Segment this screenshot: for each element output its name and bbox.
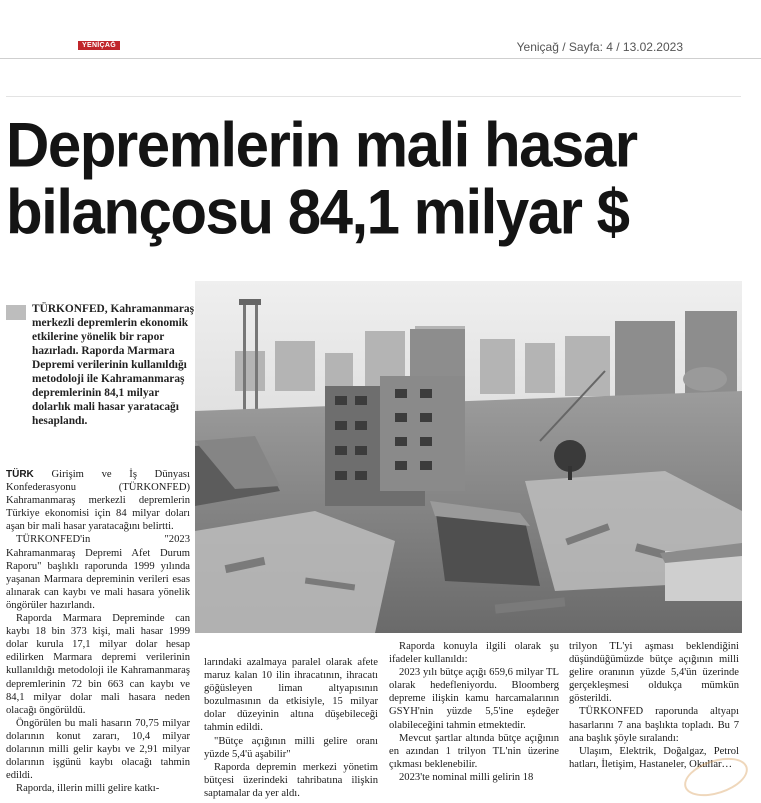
column1-paragraph-5: Raporda, illerin milli gelire katkı- [16, 783, 160, 795]
drop-cap-word: TÜRK [6, 469, 34, 480]
column1-paragraph-1-text: Girişim ve İş Dünyası Konfederasyonu (TÜRKONFED) Kahramanmaraş merkezli depremlerin Türkiye ekonomisi için 84 milyar doları aşan bir mali hasar yaratacağını belirtti. [6, 469, 190, 533]
column3-paragraph-3: Mevcut şartlar altında bütçe açığının en azından 1 trilyon TL'nin üzerine çıkması beklenebilir. [389, 732, 559, 770]
headline-line-2: bilançosu 84,1 milyar $ [6, 177, 629, 248]
column2-paragraph-3: Raporda depremin merkezi yönetim bütçesi üzerindeki tahribatına ilişkin saptamalar da yer aldı. [204, 761, 378, 799]
column1-paragraph-2: TÜRKONFED'in "2023 Kahramanmaraş Depremi Afet Durum Raporu" başlıklı raporunda 1999 yılında yaşanan Marmara depreminin verileri esas alınarak can kaybı ve mali hasara yönelik öngörüler hazırlandı. [6, 534, 190, 611]
column4-paragraph-3: Ulaşım, Elektrik, Doğalgaz, Petrol hatları, İletişim, Hastaneler, Okullar… [569, 745, 739, 770]
article-column-2 [204, 656, 378, 800]
lead-marker [6, 305, 26, 320]
earthquake-damage-photo [195, 281, 742, 633]
column1-paragraph-3: Raporda Marmara Depreminde can kaybı 18 bin 373 kişi, mali hasar 1999 dolar kurula 17,1 milyar dolar hesap edilirken Marmara depremi verilerinin kullanıldığı metodoloji ile Kahramanmaraş depremlerinin 72 bin 663 can kaybı ve 84,1 milyar dolar mali hasara neden olacağı öngörüldü. [6, 613, 190, 716]
article-headline [6, 110, 758, 248]
photo-illustration [195, 281, 742, 633]
column1-paragraph-4: Öngörülen bu mali hasarın 70,75 milyar dolarının konut zararı, 10,4 milyar dolarının milli gelir kaybı ve 2,91 milyar dolarının işgünü kaybı olacağı tahmin edildi. [6, 717, 190, 782]
column3-paragraph-4: 2023'te nominal milli gelirin 18 [399, 771, 534, 783]
section-divider [6, 96, 741, 97]
article-column-4 [569, 640, 739, 771]
column1-paragraph-1 [6, 468, 190, 533]
column4-paragraph-2: TÜRKONFED raporunda altyapı hasarlarını 7 ana başlıkta topladı. Bu 7 ana başlık şöyle sıralandı: [569, 706, 739, 744]
column2-subheading: "Bütçe açığının milli gelire oranı yüzde 5,4'ü aşabilir" [204, 735, 378, 760]
column3-paragraph-2: 2023 yılı bütçe açığı 659,6 milyar TL olarak hedefleniyordu. Bloomberg depreme ilişkin kamu harcamalarının GSYH'nin yüzde 5,5'ine eşdeğer olabileceğini tahmin etmektedir. [389, 667, 559, 731]
column4-paragraph-1: trilyon TL'yi aşması beklendiğini düşündüğümüzde bütçe açığının milli gelire oranının yüzde 5,4'ün üzerinde gerçekleşmesi oldukça mümkün gösterildi. [569, 641, 739, 705]
page-meta: Yeniçağ / Sayfa: 4 / 13.02.2023 [516, 40, 683, 54]
headline-line-1: Depremlerin mali hasar [6, 110, 637, 181]
column3-paragraph-1: Raporda konuyla ilgili olarak şu ifadeler kullanıldı: [389, 641, 559, 666]
article-lead: TÜRKONFED, Kahramanmaraş merkezli depremlerin ekonomik etkilerine yönelik bir rapor hazırladı. Raporda Marmara Depremi verilerinin kullanıldığı metodoloji ile Kahramanmaraş depremlerinin 84,1 milyar dolarlık mali hasar yaratacağı hesaplandı. [32, 303, 194, 427]
article-column-3 [389, 640, 559, 784]
page-header [0, 0, 761, 60]
newspaper-logo: YENİÇAĞ [78, 41, 120, 50]
column2-paragraph-1: larındaki azalmaya paralel olarak afete maruz kalan 10 ilin ihracatının, ihracatı göğüsleyen liman altyapısının bozulmasının da etkisiyle, 15 milyar dolar düzeyinin altına düşebileceği tahmin edildi. [204, 657, 378, 734]
header-divider [0, 58, 761, 59]
article-column-1 [6, 468, 190, 795]
